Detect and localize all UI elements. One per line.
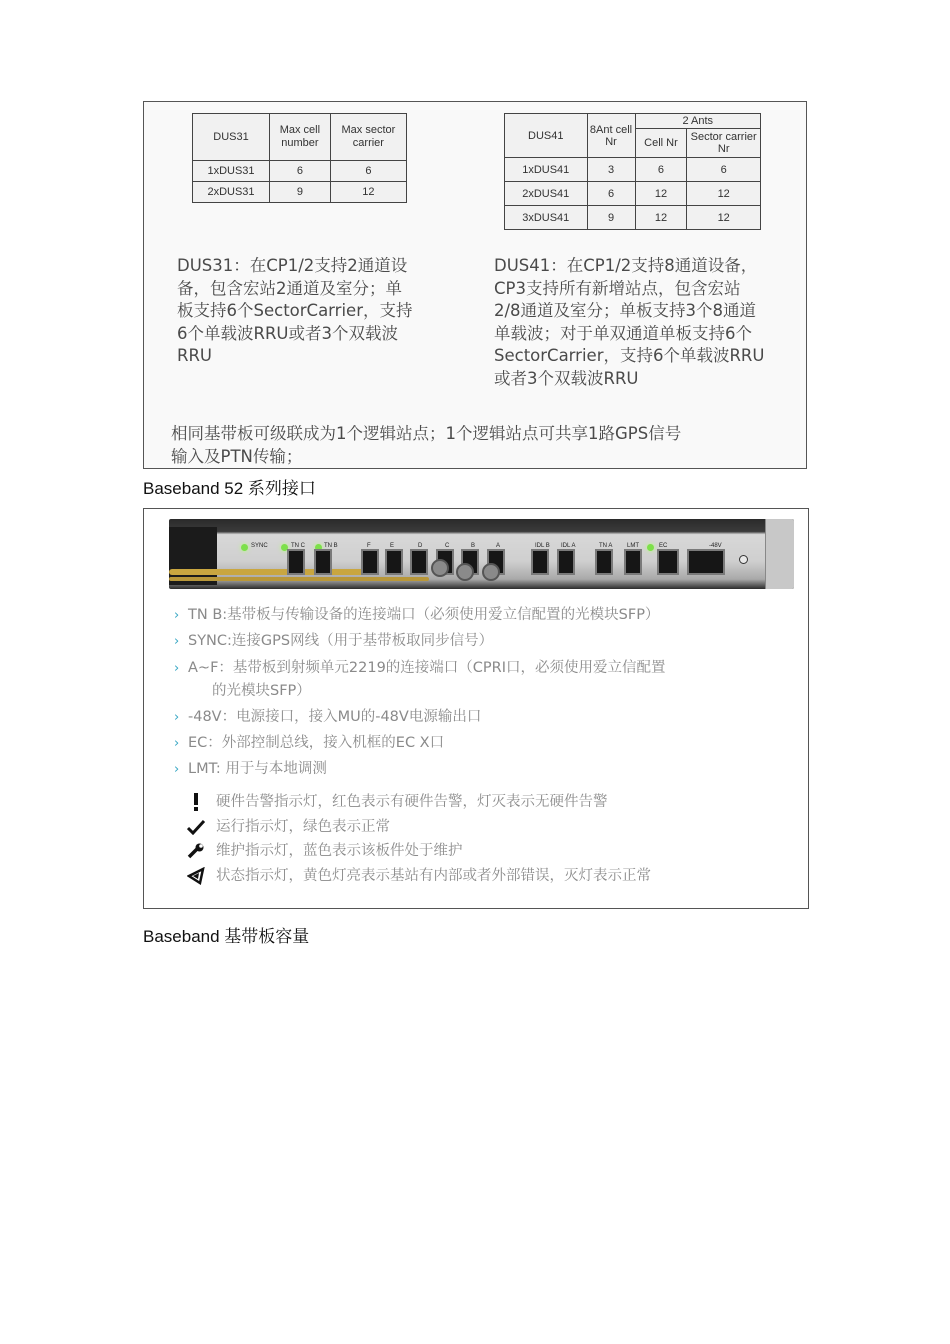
table-cell: 6 <box>270 161 331 182</box>
port-label: TN B <box>324 543 338 549</box>
table-row <box>505 182 761 206</box>
port-ec <box>657 549 679 575</box>
port-label: F <box>367 543 371 549</box>
table-header-row <box>505 114 761 129</box>
table-cell: 12 <box>687 182 761 206</box>
list-item <box>174 732 774 755</box>
list-item-text: 状态指示灯，黄色灯亮表示基站有内部或者外部错误，灭灯表示正常 <box>216 867 651 884</box>
chevron-right-icon: › <box>174 608 180 623</box>
list-item <box>174 706 774 729</box>
exclamation-icon <box>186 792 206 812</box>
cascade-note: 相同基带板可级联成为1个逻辑站点；1个逻辑站点可共享1路GPS信号 输入及PTN传输； <box>171 424 682 466</box>
list-item <box>186 839 786 864</box>
port-label: E <box>390 543 395 549</box>
list-item <box>174 630 774 653</box>
yellow-cable <box>169 577 429 581</box>
table-cell: 12 <box>687 206 761 230</box>
led-legend <box>186 790 786 888</box>
led-icon <box>241 544 248 551</box>
table-header: Cell Nr <box>635 129 687 158</box>
table-cell: 6 <box>587 182 635 206</box>
dus-capacity-figure <box>143 101 807 469</box>
figure-caption: Baseband 52 系列接口 <box>143 479 316 498</box>
port-label: IDL B <box>535 543 550 549</box>
port-label: LMT <box>627 543 639 549</box>
list-item <box>186 790 786 815</box>
table-header: DUS31 <box>193 114 270 161</box>
chevron-right-icon: › <box>174 634 180 650</box>
port-power <box>687 549 725 575</box>
led-icon <box>739 555 748 564</box>
port-tn-c <box>287 549 305 575</box>
dus31-table <box>192 113 407 203</box>
table-header: DUS41 <box>505 114 588 158</box>
interface-list <box>174 604 774 785</box>
dus41-description: DUS41：在CP1/2支持8通道设备， CP3支持所有新增站点，包含宏站 2/8通道及室分；单板支持3个8通道 单载波；对于单双通道单板支持6个 SectorCarrier，支持6个单载波RRU 或者3个双载波RRU <box>494 256 765 388</box>
list-item-text: 硬件告警指示灯，红色表示有硬件告警，灯灭表示无硬件告警 <box>216 794 608 810</box>
list-item <box>174 758 774 781</box>
table-cell: 12 <box>330 182 406 203</box>
table-cell: 9 <box>270 182 331 203</box>
dus41-table <box>504 113 761 230</box>
led-icon <box>647 544 654 551</box>
table-header: Max cell number <box>270 114 331 161</box>
triangle-status-icon <box>186 866 206 886</box>
table-cell: 3xDUS41 <box>505 206 588 230</box>
table-row <box>505 206 761 230</box>
port-label: D <box>418 543 423 549</box>
table-cell: 2xDUS31 <box>193 182 270 203</box>
table-header: 8Ant cell Nr <box>587 114 635 158</box>
port-idl-a <box>557 549 575 575</box>
list-item <box>174 657 774 703</box>
list-item <box>174 604 774 627</box>
table-cell: 1xDUS41 <box>505 158 588 182</box>
port-label: C <box>445 543 450 549</box>
port-label: -48V <box>709 543 722 549</box>
cable-connector <box>482 563 500 581</box>
table-header-row <box>193 114 407 161</box>
port-tn-a <box>595 549 613 575</box>
chevron-right-icon: › <box>174 736 180 752</box>
table-cell: 6 <box>330 161 406 182</box>
table-cell: 12 <box>635 182 687 206</box>
list-item <box>186 864 786 889</box>
list-item-text: A~F：基带板到射频单元2219的连接端口（CPRI口，必须使用爱立信配置 <box>188 659 666 676</box>
table-header: Sector carrier Nr <box>687 129 761 158</box>
list-item <box>186 815 786 840</box>
port-tn-b <box>314 549 332 575</box>
dus31-description: DUS31：在CP1/2支持2通道设 备，包含宏站2通道及室分；单 板支持6个SectorCarrier，支持 6个单载波RRU或者3个双载波 RRU <box>177 256 413 365</box>
port-label: A <box>496 543 501 549</box>
list-item-text: 维护指示灯，蓝色表示该板件处于维护 <box>216 843 463 859</box>
table-group-header: 2 Ants <box>635 114 760 129</box>
yellow-cable <box>169 569 379 575</box>
list-item-text-continued: 的光模块SFP） <box>212 682 311 699</box>
figure-background <box>144 102 806 468</box>
port-f <box>361 549 379 575</box>
list-item-text: LMT: 用于与本地调测 <box>188 761 327 778</box>
table-cell: 12 <box>635 206 687 230</box>
table-cell: 6 <box>635 158 687 182</box>
chevron-right-icon: › <box>174 660 180 676</box>
table-cell: 2xDUS41 <box>505 182 588 206</box>
list-item-text: -48V：电源接口，接入MU的-48V电源输出口 <box>188 708 482 725</box>
table-row <box>505 158 761 182</box>
list-item-text: TN B:基带板与传输设备的连接端口（必须使用爱立信配置的光模块SFP） <box>188 607 660 623</box>
port-label: IDL A <box>561 543 576 549</box>
cable-connector <box>431 559 449 577</box>
list-item-text: SYNC:连接GPS网线（用于基带板取同步信号） <box>188 633 494 650</box>
table-row <box>193 161 407 182</box>
cable-connector <box>456 563 474 581</box>
baseband-board-photo <box>169 519 794 589</box>
port-e <box>385 549 403 575</box>
port-label: B <box>471 543 476 549</box>
chevron-right-icon: › <box>174 762 180 778</box>
port-lmt <box>624 549 642 575</box>
table-row <box>193 182 407 203</box>
table-cell: 3 <box>587 158 635 182</box>
port-label: TN C <box>291 543 305 549</box>
table-cell: 1xDUS31 <box>193 161 270 182</box>
port-idl-b <box>531 549 549 575</box>
chevron-right-icon: › <box>174 709 180 725</box>
port-label: TN A <box>599 543 613 549</box>
port-d <box>410 549 428 575</box>
baseband-interface-figure <box>143 508 809 909</box>
table-header: Max sector carrier <box>330 114 406 161</box>
list-item-text: EC：外部控制总线，接入机框的EC X口 <box>188 735 445 752</box>
check-icon <box>186 817 206 837</box>
table-cell: 6 <box>687 158 761 182</box>
figure-caption: Baseband 基带板容量 <box>143 927 310 946</box>
table-cell: 9 <box>587 206 635 230</box>
board-label-tag <box>765 519 794 589</box>
list-item-text: 运行指示灯，绿色表示正常 <box>216 818 390 835</box>
port-label: SYNC <box>251 543 268 549</box>
port-label: EC <box>659 543 668 549</box>
wrench-icon <box>186 841 206 861</box>
